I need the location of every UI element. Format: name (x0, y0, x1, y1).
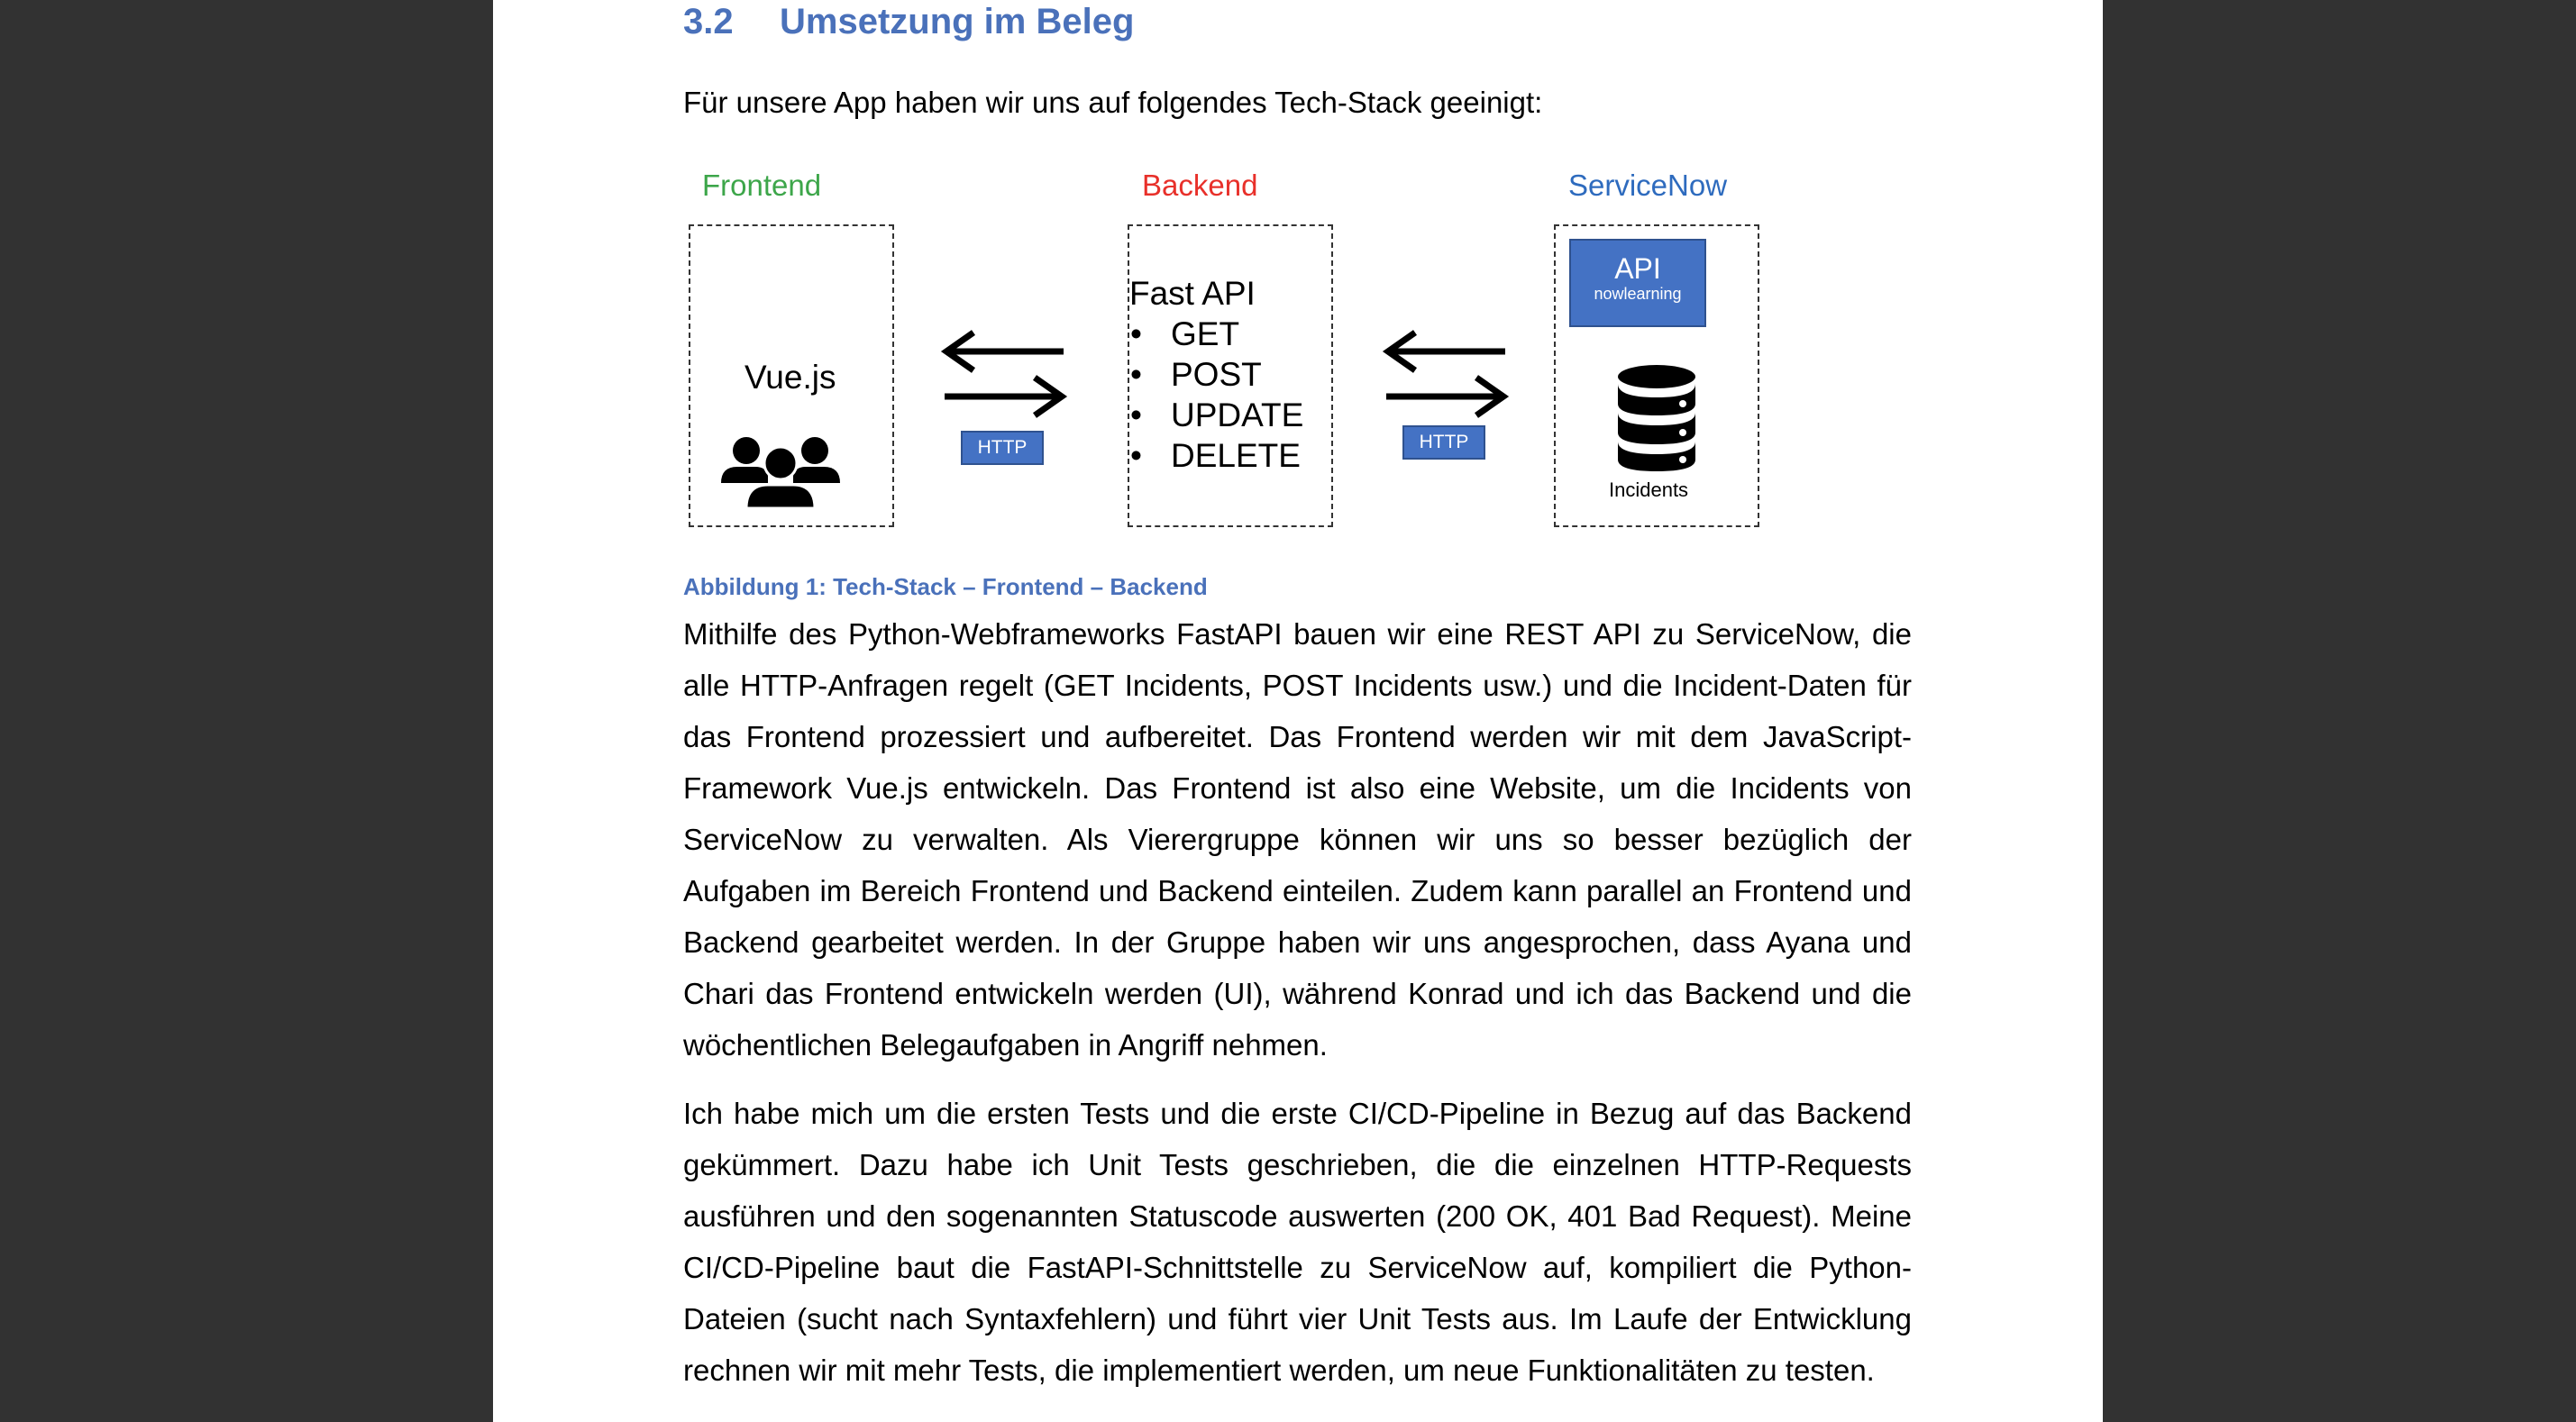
backend-label: Backend (1142, 169, 1258, 202)
incidents-label: Incidents (1609, 479, 1689, 501)
api-title: API (1614, 252, 1661, 285)
api-subtitle: nowlearning (1594, 285, 1682, 303)
figure-caption: Abbildung 1: Tech-Stack – Frontend – Backend (683, 573, 1208, 600)
method-item: • UPDATE (1129, 395, 1303, 435)
section-title: Umsetzung im Beleg (780, 2, 1135, 41)
servicenow-label: ServiceNow (1568, 169, 1728, 202)
method-item: • GET (1129, 314, 1303, 354)
fastapi-label: Fast API (1129, 275, 1256, 312)
section-number: 3.2 (683, 2, 734, 41)
paragraph: Mithilfe des Python-Webframeworks FastAPI bauen wir eine REST API zu ServiceNow, die alle HTTP-Anfragen regelt (GET Incidents, POST Incidents usw.) und die Incident-Daten für das Frontend prozessiert und aufbereitet. Das Frontend werden wir mit dem JavaScript-Framework Vue.js entwickeln. Das Frontend ist also eine Website, um die Incidents von ServiceNow zu verwalten. Als Vierergruppe können wir uns so besser bezüglich der Aufgaben im Bereich Frontend und Backend einteilen. Zudem kann parallel an Frontend und Backend gearbeitet werden. In der Gruppe haben wir uns angesprochen, dass Ayana und Chari das Frontend entwickeln werden (UI), während Konrad und ich das Backend und die wöchentlichen Belegaufgaben in Angriff nehmen. (683, 617, 1912, 1062)
body-text (493, 0, 2103, 1422)
http-badge: HTTP (961, 431, 1044, 465)
vuejs-label: Vue.js (744, 359, 836, 396)
method-item: • DELETE (1129, 435, 1303, 476)
method-item: • POST (1129, 354, 1303, 395)
intro-text: Für unsere App haben wir uns auf folgendes Tech-Stack geeinigt: (683, 86, 1543, 119)
http-badge: HTTP (1402, 425, 1485, 460)
frontend-label: Frontend (702, 169, 822, 202)
paragraph: Ich habe mich um die ersten Tests und die erste CI/CD-Pipeline in Bezug auf das Backend gekümmert. Dazu habe ich Unit Tests geschrieben, die die einzelnen HTTP-Requests ausführen und den sogenannten Statuscode auswerten (200 OK, 401 Bad Request). Meine CI/CD-Pipeline baut die FastAPI-Schnittstelle zu ServiceNow auf, kompiliert die Python-Dateien (sucht nach Syntaxfehlern) und führt vier Unit Tests aus. Im Laufe der Entwicklung rechnen wir mit mehr Tests, die implementiert werden, um neue Funktionalitäten zu testen. (683, 1097, 1912, 1387)
